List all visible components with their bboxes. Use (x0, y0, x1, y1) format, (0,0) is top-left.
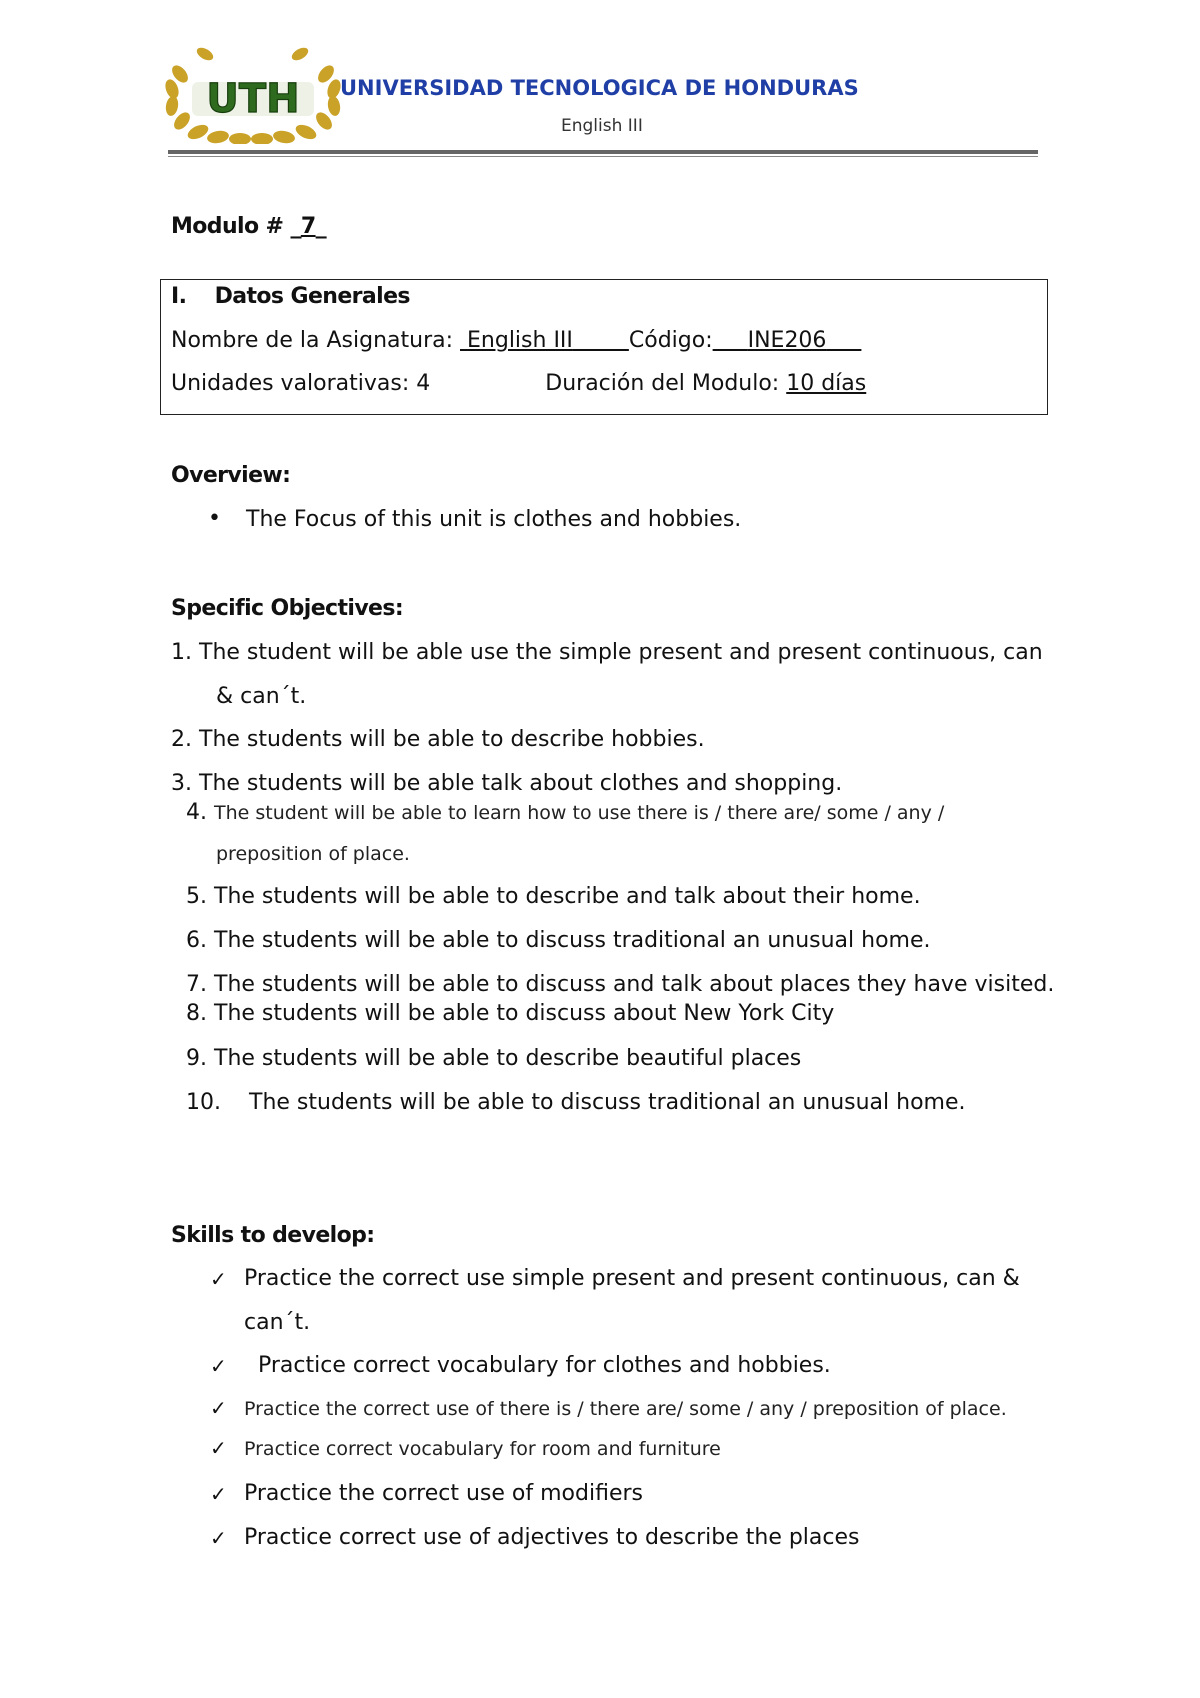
objective-number: 9. (186, 1046, 207, 1071)
objective-continuation: preposition of place. (216, 843, 410, 865)
objective-text: The students will be able to discuss about New York City (214, 1001, 835, 1026)
checkmark-icon: ✓ (210, 1482, 227, 1506)
general-data-box (160, 279, 1048, 415)
subject-value: English III (467, 328, 573, 353)
objective-item (171, 727, 705, 752)
header-subject: English III (561, 116, 643, 136)
heading-number: I. (171, 284, 187, 309)
objective-number: 1. (171, 640, 192, 665)
units-label: Unidades valorativas: 4 (171, 371, 431, 396)
skills-heading: Skills to develop: (171, 1223, 375, 1248)
uth-logo (160, 44, 350, 144)
objective-item (186, 800, 944, 825)
objective-text: The students will be able to describe hobbies. (199, 727, 705, 752)
checkmark-icon: ✓ (210, 1526, 227, 1550)
objective-number: 3. (171, 771, 192, 796)
objective-number: 7. (186, 972, 207, 997)
objective-continuation: & can´t. (216, 684, 307, 709)
units-row (171, 371, 866, 396)
objective-item (186, 972, 1054, 997)
general-data-heading (171, 284, 410, 309)
objective-number: 4. (186, 800, 207, 825)
objective-item (186, 1001, 834, 1026)
skill-item: Practice the correct use of there is / there are/ some / any / preposition of place. (244, 1398, 1007, 1420)
heading-text: Datos Generales (214, 284, 410, 309)
checkmark-icon: ✓ (210, 1267, 227, 1291)
objective-number: 6. (186, 928, 207, 953)
duration-value: 10 días (786, 371, 867, 396)
overview-heading: Overview: (171, 463, 291, 488)
code-label: Código: (628, 328, 713, 353)
bullet-icon: • (208, 506, 221, 531)
subject-label: Nombre de la Asignatura: (171, 328, 454, 353)
objective-item (186, 884, 921, 909)
objective-text: The student will be able use the simple present and present continuous, can (199, 640, 1043, 665)
skill-item: Practice the correct use of modifiers (244, 1481, 643, 1506)
objective-text: The students will be able to discuss traditional an unusual home. (214, 928, 931, 953)
overview-item: The Focus of this unit is clothes and hobbies. (246, 507, 742, 532)
modulo-label: Modulo # (171, 214, 284, 239)
objective-number: 5. (186, 884, 207, 909)
checkmark-icon: ✓ (210, 1396, 227, 1420)
subject-row (171, 328, 861, 353)
objective-text: The students will be able to discuss traditional an unusual home. (249, 1090, 966, 1115)
objective-text: The students will be able to describe beautiful places (214, 1046, 802, 1071)
objective-text: The students will be able to describe and talk about their home. (214, 884, 921, 909)
objective-text: The students will be able talk about clothes and shopping. (199, 771, 843, 796)
objective-text: The student will be able to learn how to use there is / there are/ some / any / (214, 802, 945, 824)
objective-item (186, 928, 931, 953)
header-divider-thin (168, 156, 1038, 157)
skill-item: Practice the correct use simple present and present continuous, can & (244, 1266, 1020, 1291)
header-divider (168, 150, 1038, 154)
objective-text: The students will be able to discuss and talk about places they have visited. (214, 972, 1055, 997)
logo-text: UTH (206, 76, 300, 122)
objective-item (171, 771, 842, 796)
skill-item: Practice correct use of adjectives to describe the places (244, 1525, 860, 1550)
skill-continuation: can´t. (244, 1310, 311, 1335)
modulo-number: 7 (300, 214, 316, 239)
objective-number: 8. (186, 1001, 207, 1026)
university-name: UNIVERSIDAD TECNOLOGICA DE HONDURAS (340, 76, 859, 100)
objectives-heading: Specific Objectives: (171, 596, 404, 621)
modulo-line: Modulo # _7_ (171, 214, 326, 239)
objective-number: 2. (171, 727, 192, 752)
checkmark-icon: ✓ (210, 1354, 227, 1378)
code-value: INE206 (747, 328, 827, 353)
objective-item (186, 1090, 966, 1115)
objective-item (186, 1046, 801, 1071)
skill-item: Practice correct vocabulary for room and furniture (244, 1438, 721, 1460)
duration-label: Duración del Modulo: (545, 371, 780, 396)
checkmark-icon: ✓ (210, 1436, 227, 1460)
objective-item (171, 640, 1043, 665)
objective-number: 10. (186, 1090, 221, 1115)
skill-item: Practice correct vocabulary for clothes and hobbies. (258, 1353, 831, 1378)
